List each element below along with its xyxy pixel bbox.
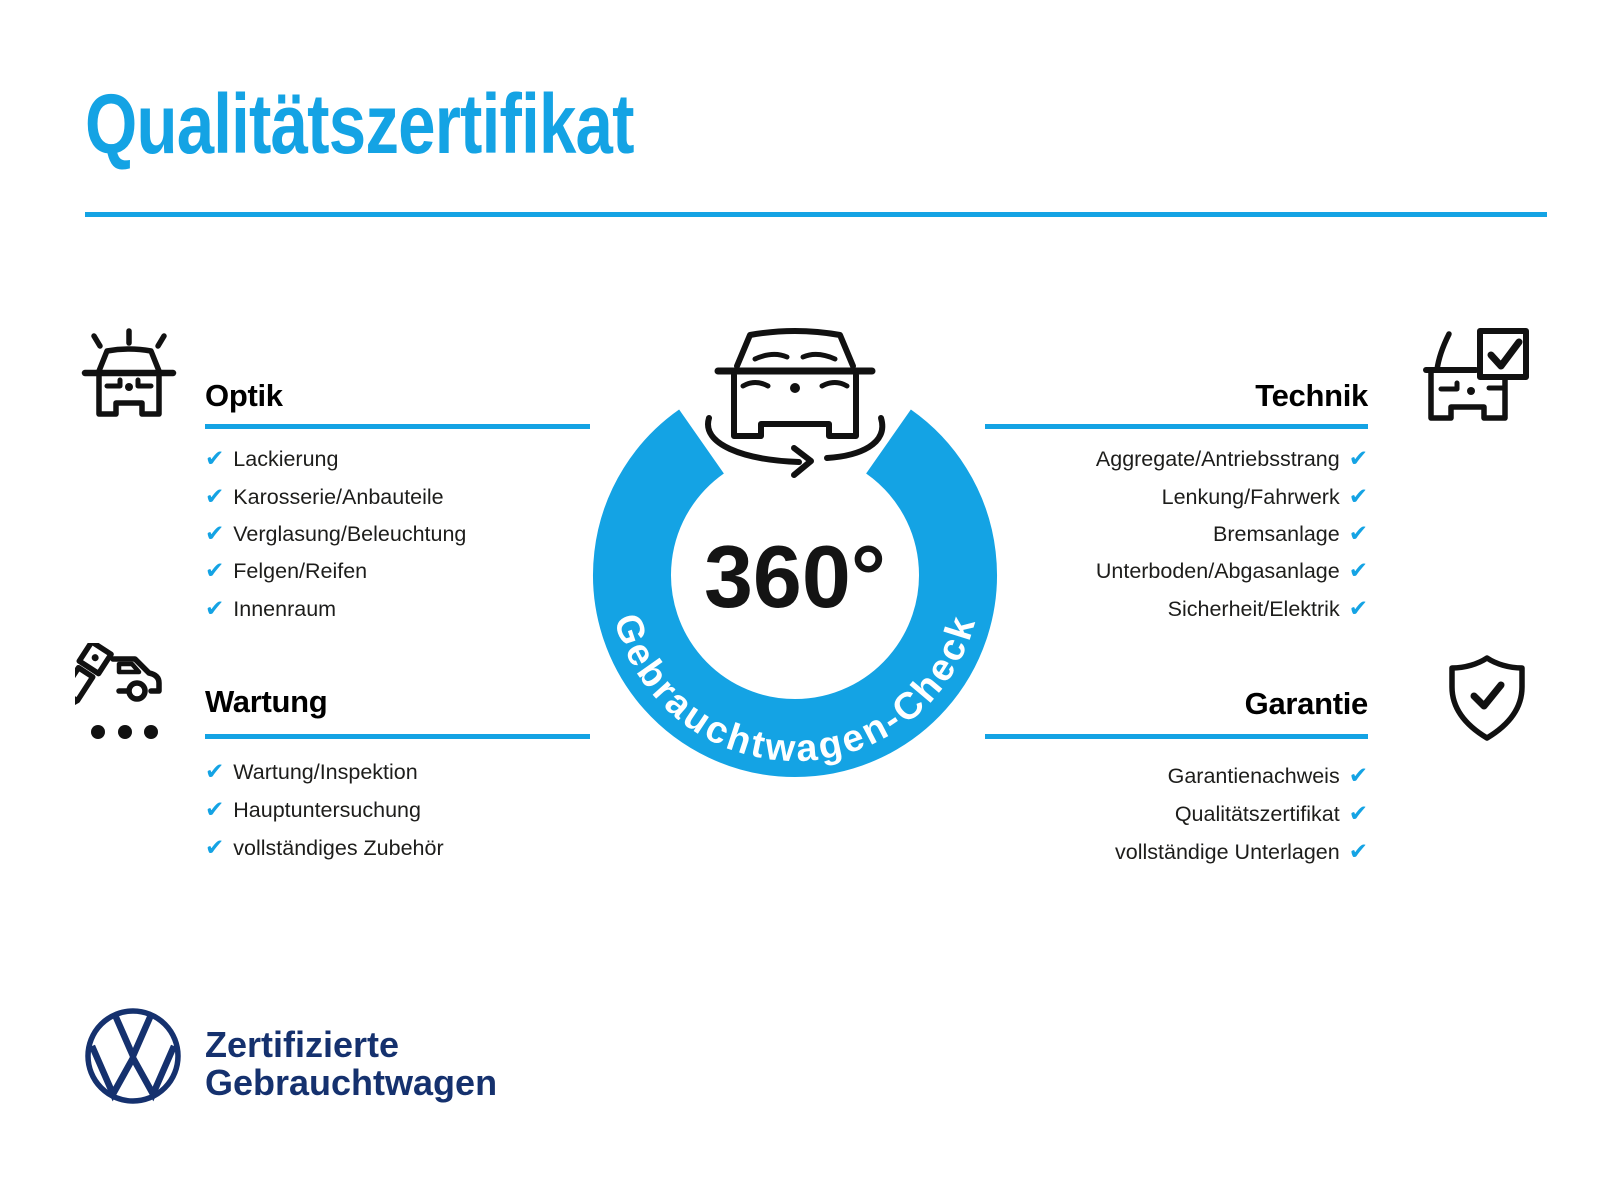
list-item: Unterboden/Abgasanlage ✔ [1095,558,1368,585]
list-item: ✔ Innenraum [205,595,337,622]
optik-list [205,441,466,628]
list-item: Aggregate/Antriebsstrang ✔ [1095,446,1368,473]
check-icon: ✔ [1348,800,1368,827]
brand-line-2: Gebrauchtwagen [205,1062,498,1103]
list-item: Garantienachweis ✔ [1167,762,1368,789]
check-icon: ✔ [205,446,225,473]
car-checkbox-icon [1418,326,1534,436]
list-item: ✔ vollständiges Zubehör [205,834,444,861]
check-icon: ✔ [1348,595,1368,622]
car-rotation-icon [708,331,882,475]
optik-underline [205,424,590,429]
brand-claim [205,1026,497,1102]
list-item: ✔ Verglasung/Beleuchtung [205,520,467,547]
list-item: ✔ Lackierung [205,446,339,473]
brand-line-1: Zertifizierte [205,1024,400,1065]
list-item: Sicherheit/Elektrik ✔ [1167,595,1368,622]
check-icon: ✔ [1348,483,1368,510]
pencil-car-icon [75,643,187,745]
check-icon: ✔ [1348,838,1368,865]
section-title-technik: Technik [1255,378,1368,413]
shield-check-icon [1437,653,1537,747]
check-icon: ✔ [1348,520,1368,547]
section-title-wartung: Wartung [205,684,328,719]
car-shine-icon [73,322,185,434]
list-item: Qualitätszertifikat ✔ [1174,800,1368,827]
page-title: Qualitätszertifikat [85,77,634,171]
degree-label: 360° [703,527,887,626]
list-item: ✔ Hauptuntersuchung [205,796,421,823]
wartung-list [205,753,444,867]
check-icon: ✔ [205,595,225,622]
title-divider [85,212,1547,217]
list-item: ✔ Karosserie/Anbauteile [205,483,444,510]
ring-label: Gebrauchtwagen-Check [605,608,985,771]
check-icon: ✔ [1348,558,1368,585]
vw-logo [83,1006,183,1106]
list-item: ✔ Felgen/Reifen [205,558,368,585]
check-icon: ✔ [205,483,225,510]
check-icon: ✔ [205,758,225,785]
check-icon: ✔ [1348,446,1368,473]
section-title-garantie: Garantie [1244,686,1368,721]
check-icon: ✔ [205,520,225,547]
list-item: Lenkung/Fahrwerk ✔ [1161,483,1368,510]
check-icon: ✔ [205,796,225,823]
list-item: Bremsanlage ✔ [1213,520,1368,547]
list-item: vollständige Unterlagen ✔ [1115,838,1368,865]
check-icon: ✔ [205,834,225,861]
list-item: ✔ Wartung/Inspektion [205,758,418,785]
check-icon: ✔ [205,558,225,585]
wartung-underline [205,734,590,739]
check-icon: ✔ [1348,762,1368,789]
360-check-badge [545,310,1045,840]
section-title-optik: Optik [205,378,283,413]
